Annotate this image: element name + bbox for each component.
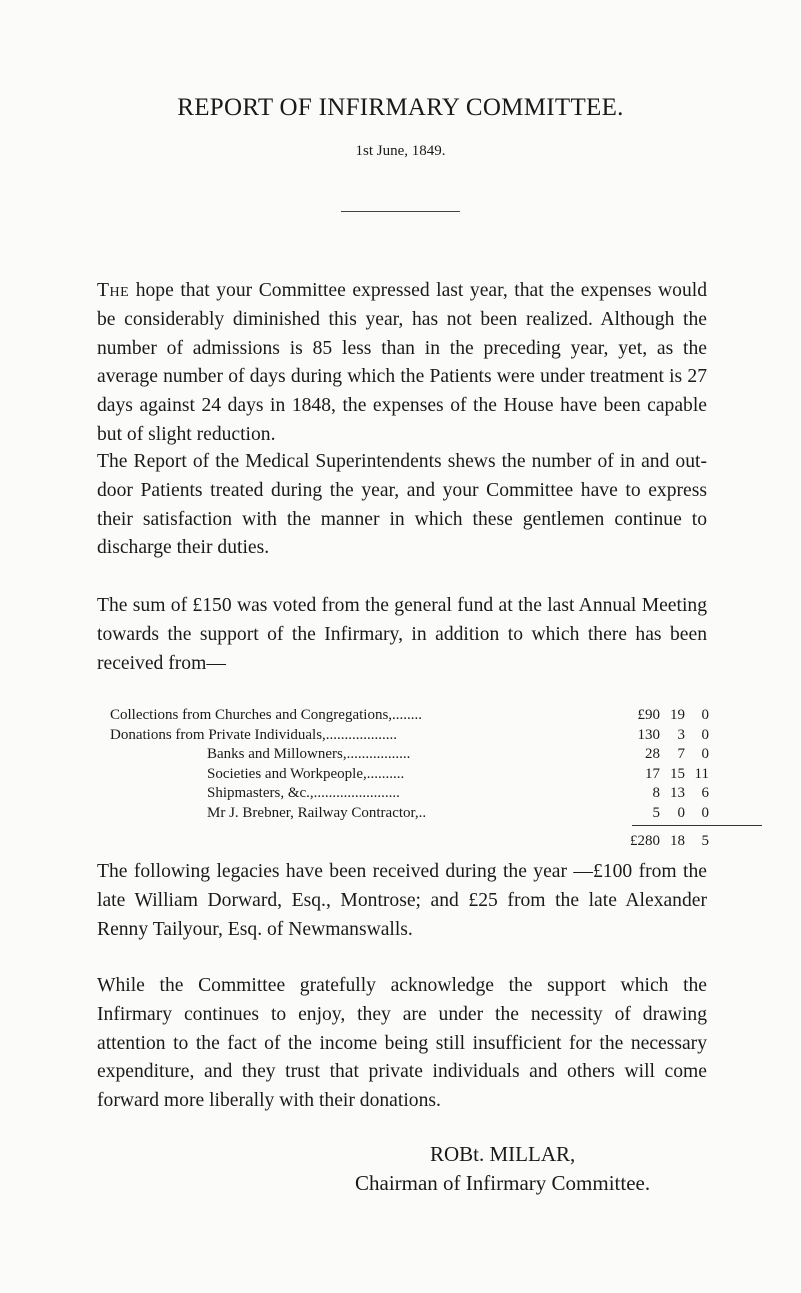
receipt-shillings: 7 <box>677 746 685 762</box>
receipt-pence: 0 <box>701 746 709 762</box>
receipt-label: Mr J. Brebner, Railway Contractor,.. <box>207 804 427 821</box>
report-date: 1st June, 1849. <box>355 143 446 159</box>
total-rule <box>632 825 762 826</box>
receipt-shillings: 0 <box>677 804 685 821</box>
receipt-pounds: 17 <box>645 765 660 782</box>
receipt-row <box>110 706 710 726</box>
receipt-row <box>110 745 710 765</box>
receipt-label: Donations from Private Individuals,................... <box>110 726 398 743</box>
receipt-pounds: 5 <box>652 804 660 821</box>
receipt-row <box>110 804 710 824</box>
receipts-table <box>110 706 710 823</box>
receipt-pence: 0 <box>701 726 709 743</box>
receipt-pence: 0 <box>701 707 709 723</box>
receipt-label: Collections from Churches and Congregations,........ <box>110 707 423 723</box>
receipt-shillings: 15 <box>670 765 685 782</box>
receipt-shillings: 19 <box>670 707 685 723</box>
signatory-name: ROBt. MILLAR, <box>430 1142 576 1166</box>
receipt-pounds: £90 <box>637 707 660 723</box>
paragraph-medical-report: The Report of the Medical Superintendents shews the number of in and out-door Patients treated during the year, and your Committee have to express their satisfaction with the manner in which these gentlemen continue to discharge their duties. <box>97 451 707 559</box>
receipt-pence: 11 <box>694 765 709 782</box>
total-shillings: 18 <box>670 833 685 849</box>
receipt-row <box>110 765 710 785</box>
receipt-pounds: 130 <box>637 726 660 743</box>
paragraph-legacies: The following legacies have been received during the year —£100 from the late William Dorward, Esq., Montrose; and £25 from the late Alexander Renny Tailyour, Esq. of Newmanswalls. <box>97 861 707 940</box>
total-pounds: £280 <box>630 833 660 849</box>
paragraph-lead-word: The <box>97 280 130 301</box>
paragraph-funds: The sum of £150 was voted from the general fund at the last Annual Meeting towards the support of the Infirmary, in addition to which there has been received from— <box>97 595 707 674</box>
receipts-total <box>110 831 710 851</box>
signatory-role: Chairman of Infirmary Committee. <box>355 1171 651 1195</box>
title-divider <box>341 211 460 212</box>
receipt-pence: 6 <box>701 785 709 801</box>
receipt-pounds: 8 <box>652 785 660 801</box>
receipt-pounds: 28 <box>645 746 660 762</box>
receipt-label: Banks and Millowners,................. <box>207 746 411 762</box>
paragraph-expenses-text: hope that your Committee expressed last year, that the expenses would be considerably diminished this year, has not been realized. Although the number of admissions is 85 less than in the preceding year, yet, as the average number of days during which the Patients were under treatment is 27 days against 24 days in 1848, the expenses of the House have been capable but of slight reduction. <box>97 280 707 445</box>
total-pence: 5 <box>701 833 709 849</box>
receipt-shillings: 3 <box>677 726 685 743</box>
receipt-label: Societies and Workpeople,.......... <box>207 765 405 782</box>
total-row <box>110 831 710 851</box>
receipt-shillings: 13 <box>670 785 685 801</box>
report-title: REPORT OF INFIRMARY COMMITTEE. <box>177 94 624 121</box>
paragraph-expenses <box>97 277 707 450</box>
receipt-row <box>110 784 710 804</box>
paragraph-appeal: While the Committee gratefully acknowledge the support which the Infirmary continues to enjoy, they are under the necessity of drawing attention to the fact of the income being still insufficient for the necessary expenditure, and they trust that private individuals and others will come forward more liberally with their donations. <box>97 975 707 1112</box>
receipt-label: Shipmasters, &c.,....................... <box>207 785 400 801</box>
receipt-pence: 0 <box>701 804 709 821</box>
receipt-row <box>110 726 710 746</box>
